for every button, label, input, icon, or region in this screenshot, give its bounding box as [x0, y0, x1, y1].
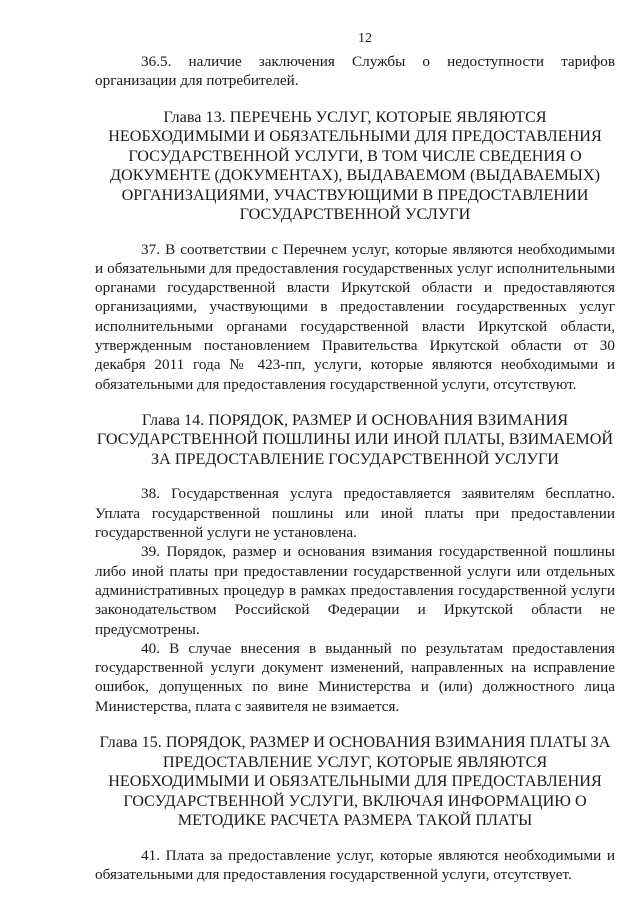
paragraph-40: 40. В случае внесения в выданный по результатам предоставления государственной услуги документ изменений, направленных на исправление ошибок, допущенных по вине Министерства и (или) должностного лица Министерства, плата с заявителя не взимается. [95, 639, 615, 715]
chapter-13-heading: Глава 13. ПЕРЕЧЕНЬ УСЛУГ, КОТОРЫЕ ЯВЛЯЮТСЯ НЕОБХОДИМЫМИ И ОБЯЗАТЕЛЬНЫМИ ДЛЯ ПРЕДОСТАВЛЕНИЯ ГОСУДАРСТВЕННОЙ УСЛУГИ, В ТОМ ЧИСЛЕ СВЕДЕНИЯ О ДОКУМЕНТЕ (ДОКУМЕНТАХ), ВЫДАВАЕМОМ (ВЫДАВАЕМЫХ) ОРГАНИЗАЦИЯМИ, УЧАСТВУЮЩИМИ В ПРЕДОСТАВЛЕНИИ ГОСУДАРСТВЕННОЙ УСЛУГИ [108, 107, 602, 224]
paragraph-36-5: 36.5. наличие заключения Службы о недоступности тарифов организации для потребителей. [95, 53, 615, 90]
chapter-14-heading: Глава 14. ПОРЯДОК, РАЗМЕР И ОСНОВАНИЯ ВЗИМАНИЯ ГОСУДАРСТВЕННОЙ ПОШЛИНЫ ИЛИ ИНОЙ ПЛАТЫ, ВЗИМАЕМОЙ ЗА ПРЕДОСТАВЛЕНИЕ ГОСУДАРСТВЕННОЙ УСЛУГИ [96, 410, 614, 468]
page-number: 12 [358, 31, 372, 46]
chapter-15-heading: Глава 15. ПОРЯДОК, РАЗМЕР И ОСНОВАНИЯ ВЗИМАНИЯ ПЛАТЫ ЗА ПРЕДОСТАВЛЕНИЕ УСЛУГ, КОТОРЫЕ ЯВЛЯЮТСЯ НЕОБХОДИМЫМИ И ОБЯЗАТЕЛЬНЫМИ ДЛЯ ПРЕДОСТАВЛЕНИЯ ГОСУДАРСТВЕННОЙ УСЛУГИ, ВКЛЮЧАЯ ИНФОРМАЦИЮ О МЕТОДИКЕ РАСЧЕТА РАЗМЕРА ТАКОЙ ПЛАТЫ [99, 733, 611, 830]
paragraph-39: 39. Порядок, размер и основания взимания государственной пошлины либо иной платы при предоставлении государственной услуги или отдельных административных процедур в рамках предоставления государственной услуги законодательством Российской Федерации и Иркутской области не предусмотрены. [95, 543, 615, 638]
paragraph-41: 41. Плата за предоставление услуг, которые являются необходимыми и обязательными для предоставления государственной услуги, отсутствует. [95, 846, 615, 883]
paragraph-37: 37. В соответствии с Перечнем услуг, которые являются необходимыми и обязательными для предоставления государственных услуг исполнительными органами государственной власти Иркутской области и предоставляются организациями, участвующими в предоставлении государственных услуг исполнительными органами государственной власти Иркутской области, утвержденным постановлением Правительства Иркутской области от 30 декабря 2011 года № 423-пп, услуги, которые являются необходимыми и обязательными для предоставления государственной услуги, отсутствуют. [95, 240, 615, 393]
paragraph-38: 38. Государственная услуга предоставляется заявителям бесплатно. Уплата государственной пошлины или иной платы при предоставлении государственной услуги не установлена. [95, 485, 615, 542]
document-page [95, 30, 615, 884]
